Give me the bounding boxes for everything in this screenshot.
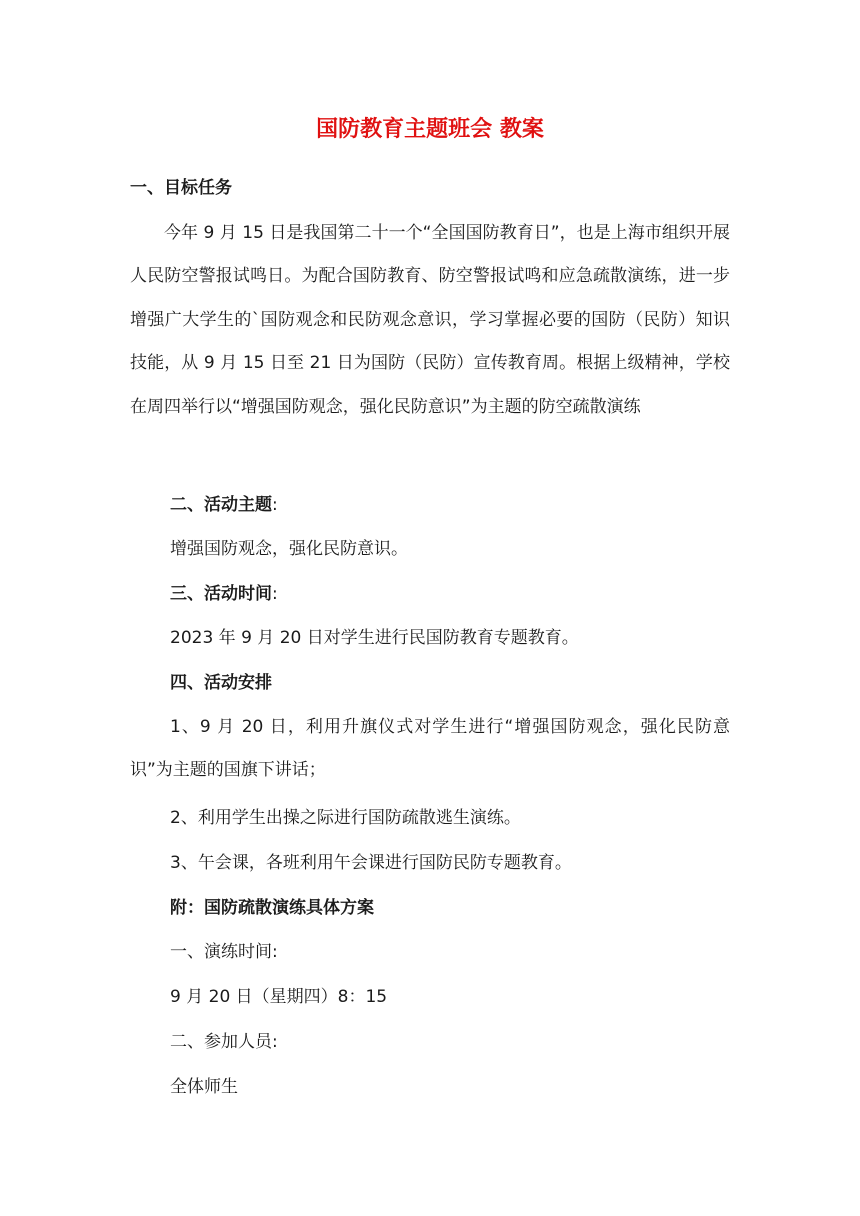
appendix-heading: 附：国防疏散演练具体方案 [170, 898, 374, 918]
arrangement-item-3: 3、午会课，各班利用午会课进行国防民防专题教育。 [170, 853, 572, 873]
section-heading-goals: 一、目标任务 [130, 178, 232, 198]
section-heading-theme [170, 493, 278, 517]
time-heading-text: 三、活动时间 [170, 584, 272, 604]
section-heading-time [170, 582, 278, 606]
arrangement-item-1: 1、9 月 20 日，利用升旗仪式对学生进行“增强国防观念，强化民防意识”为主题的国旗下讲话； [130, 717, 730, 781]
participants-label: 二、参加人员: [170, 1032, 278, 1052]
goals-paragraph: 今年 9 月 15 日是我国第二十一个“全国国防教育日”，也是上海市组织开展人民防空警报试鸣日。为配合国防教育、防空警报试鸣和应急疏散演练，进一步增强广大学生的`国防观念和民防观念意识，学习掌握必要的国防（民防）知识技能，从 9 月 15 日至 21 日为国防（民防）宣传教育周。根据上级精神，学校在周四举行以“增强国防观念，强化民防意识”为主题的防空疏散演练 [130, 223, 730, 417]
drill-time-label: 一、演练时间: [170, 942, 278, 962]
participants-value: 全体师生 [170, 1077, 238, 1097]
theme-heading-text: 二、活动主题 [170, 495, 272, 515]
time-heading-colon: : [272, 584, 278, 604]
theme-content: 增强国防观念，强化民防意识。 [170, 539, 408, 559]
drill-time-value: 9 月 20 日（星期四）8：15 [170, 987, 388, 1007]
document-title: 国防教育主题班会 教案 [316, 117, 544, 142]
section-heading-arrangement: 四、活动安排 [170, 673, 272, 693]
theme-heading-colon: : [272, 495, 278, 515]
arrangement-item-2: 2、利用学生出操之际进行国防疏散逃生演练。 [170, 808, 521, 828]
time-content: 2023 年 9 月 20 日对学生进行民国防教育专题教育。 [170, 628, 579, 648]
